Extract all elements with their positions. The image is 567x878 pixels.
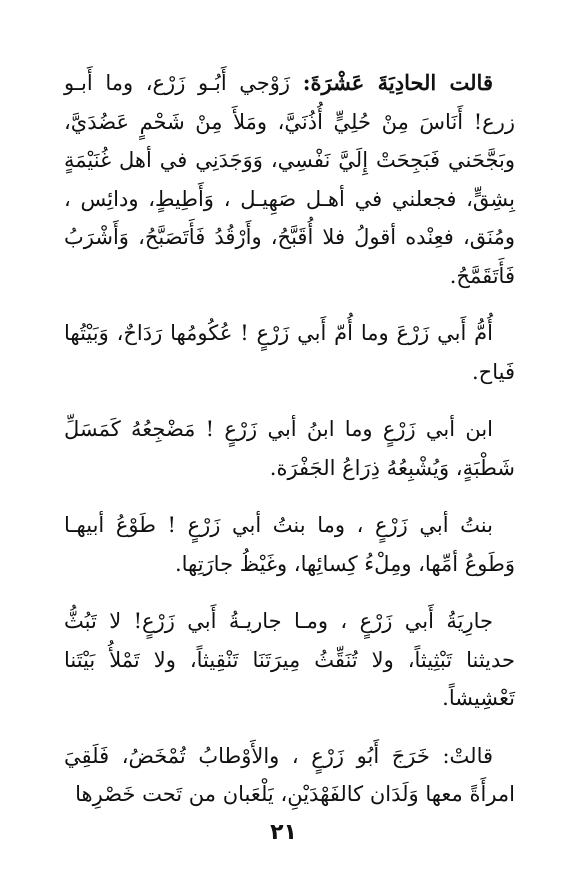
- paragraph: [64, 737, 515, 814]
- speaker-label: قالتْ:: [442, 743, 493, 768]
- paragraph-text: بنتُ أبي زَرْعٍ ، وما بنتُ أبي زَرْعٍ ! طَوْعُ أبيهـا وَطَوعُ أمِّها، ومِلْءُ كِسائِها، وغَيْظُ جارَتِها.: [64, 513, 515, 576]
- paragraph-text: أُمُّ أَبي زَرْعَ وما أُمّ أَبي زَرْعٍ ! عُكُومُها رَدَاحٌ، وَبَيْتُها فَياح.: [64, 321, 515, 384]
- paragraph-text: ابن أبي زَرْعٍ وما ابنُ أبي زَرْعٍ ! مَضْجِعُهُ كَمَسَلِّ شَطْبَةٍ، وَيُشْبِعُهُ ذِرَاعُ الجَفْرَة.: [64, 417, 515, 480]
- paragraph: [64, 506, 515, 583]
- paragraph-text: جارِيَةُ أَبي زَرْعٍ ، ومـا جاريـةُ أَبي زَرْعٍ! لا تَبُثُّ حديثنا تَبْثِيثاً، ولا تُنَقِّثُ مِيرَتَنَا تَنْقِيثاً، ولا تَمْلأُ بَيْتَنا تَعْشِيشاً.: [64, 609, 515, 710]
- paragraph-text: خَرَجَ أَبُو زَرْعٍ ، والأَوْطابُ تُمْخَضُ، فَلَقِيَ امرأَةً معها وَلَدَان كالفَهْدَيْنِ، يَلْعَبان من تَحت خَصْرِها: [64, 743, 515, 806]
- paragraph: [64, 602, 515, 718]
- page-number: ٢١: [270, 820, 297, 845]
- paragraph: [64, 64, 515, 295]
- paragraph-text: زَوْجي أَبُـو زَرْع، وما أَبـو زرع! أَنَاسَ مِنْ حُلِيٍّ أُذُنَيَّ، ومَلأَ مِنْ شَحْمٍ عَضُدَيَّ، وبَجَّحَني فَبَجِحَتْ إِلَيَّ نَفْسِي، وَوَجَدَنِي في أهل غُنَيْمَةٍ بِشِقٍّ، فجعلني في أهـل صَهِيـل ، وَأَطِيطٍ، ودائِس ، ومُنَق، فعِنْده أقولُ فلا أُقَبَّحُ، وأَرْقُدُ فَأَتَصَبَّحُ، وَأَشْرَبُ فَأَتَقَمَّحُ.: [64, 71, 515, 288]
- speaker-label: قالت الحادِيَةَ عَشْرَةَ:: [302, 70, 493, 95]
- paragraph: [64, 314, 515, 391]
- body-text: [64, 64, 515, 814]
- paragraph: [64, 410, 515, 487]
